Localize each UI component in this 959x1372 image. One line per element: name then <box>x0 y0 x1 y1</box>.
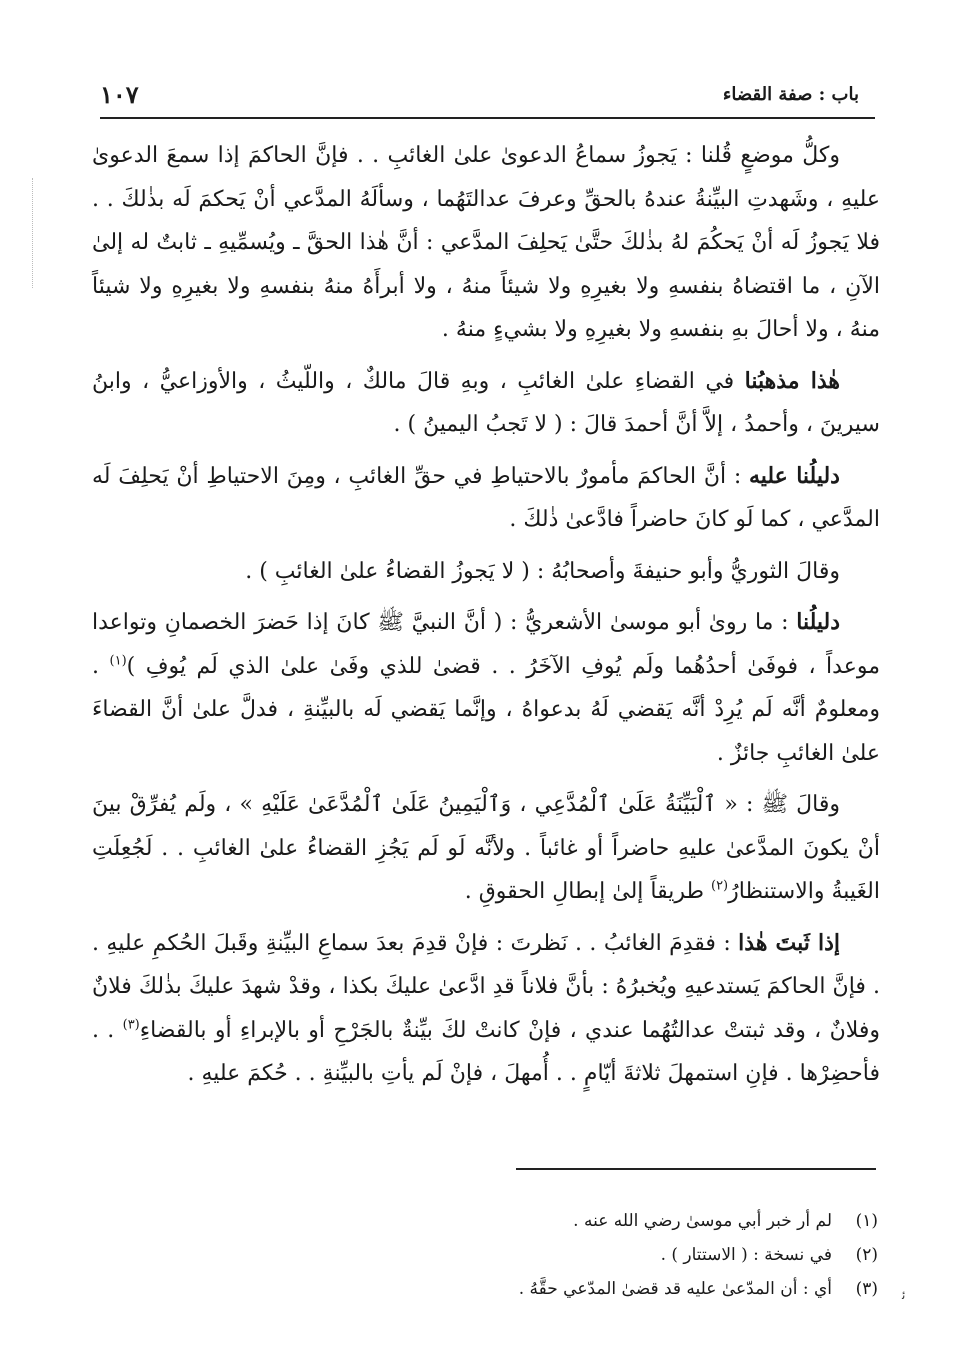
paragraph-lead: هٰذا مذهبُنا <box>744 367 840 394</box>
footnote-ref[interactable]: (٣) <box>122 1017 140 1033</box>
footnote-text: أي : أن المدّعىٰ عليه قد قضىٰ المدّعي حقَّهُ . <box>518 1279 832 1299</box>
paragraph-text: : أنَّ الحاكمَ مأمورٌ بالاحتياطِ في حقِّ الغائبِ ، ومِنَ الاحتياطِ أنْ يَحلِفَ لَه المدَّعي ، كما لَو كانَ حاضراً فادَّعىٰ ذٰلكَ . <box>92 463 880 532</box>
page-header <box>100 80 859 116</box>
paragraph-text: : ما روىٰ أبو موسىٰ الأشعريُّ : ( أنَّ النبيَّ ﷺ كانَ إذا حَضرَ الخصمانِ وتواعدا موعداً ، فوفَىٰ أحدُهُما ولَم يُوفِ الآخَرُ . . قضىٰ للذي وفَىٰ علىٰ الذي لَم يُوفِ ) <box>92 610 880 679</box>
paragraph-text: وقالَ ﷺ : « ٱلْبَيِّنَةُ عَلَىٰ ٱلْمُدَّعِي ، وَٱلْيَمِينُ عَلَىٰ ٱلْمُدَّعَىٰ عَلَيْهِ » ، ولَم يُفرِّقْ بينَ أنْ يكونَ المدَّعىٰ عليهِ حاضراً أو غائباً . ولأنَّه لَو لَم يَجُزِ القضاءُ علىٰ الغائبِ . . لَجُعِلَتِ الغَيبةُ والاستنظارُ <box>92 792 880 904</box>
footnote-separator <box>516 1168 876 1170</box>
corner-mark: ﺋ <box>902 1288 906 1302</box>
page-number: ١٠٧ <box>100 80 139 109</box>
page-body <box>92 134 880 1104</box>
paragraph-lead: دليلُنا <box>796 609 840 635</box>
paragraph <box>92 134 880 352</box>
paragraph <box>92 922 880 1096</box>
footnote-text: في نسخة : ( الاستتار ) . <box>660 1245 832 1265</box>
paragraph-text-after: . . فأحضِرْها . فإنِ استمهلَ ثلاثةَ أيّامٍ . . أُمهلَ ، فإنْ لَم يأتِ بالبيِّنةِ . . حُكمَ عليهِ . <box>92 1017 880 1086</box>
footnote-number: (١) <box>855 1211 878 1231</box>
footnote-number: (٢) <box>855 1245 878 1265</box>
chapter-title: باب : صفة القضاء <box>722 84 859 105</box>
footnote-ref[interactable]: (٢) <box>710 878 729 894</box>
paragraph-text: وكلُّ موضعٍ قُلنا : يَجوزُ سماعُ الدعوىٰ علىٰ الغائبِ . . فإنَّ الحاكمَ إذا سمعَ الدعوىٰ عليهِ ، وشَهدتِ البيِّنةُ عندهُ بالحقِّ وعرفَ عدالتَهُما ، وسألَهُ المدَّعي أنْ يَحكمَ لَه بذٰلكَ . . فلا يَجوزُ لَه أنْ يَحكُمَ لهُ بذٰلكَ حتَّىٰ يَحلِفَ المدَّعي : أنَّ هٰذا الحقَّ ـ ويُسمِّيهِ ـ ثابتٌ له إلىٰ الآنِ ، ما اقتضاهُ بنفسهِ ولا بغيرِهِ ولا شيئاً منهُ ، ولا أبرأَهُ منهُ بنفسهِ ولا بغيرِهِ ولا شيئاً منهُ ، ولا أحالَ بهِ بنفسهِ ولا بغيرِهِ ولا بشيءٍ منهُ . <box>92 143 880 342</box>
footnote-number: (٣) <box>855 1279 878 1299</box>
paragraph-text: وقالَ الثوريُّ وأبو حنيفةَ وأصحابُهُ : ( لا يَجوزُ القضاءُ علىٰ الغائبِ ) . <box>245 558 840 584</box>
margin-dots <box>32 178 35 288</box>
header-rule <box>100 117 875 119</box>
paragraph-text: : فقدِمَ الغائبُ . . نَظرتَ : فإنْ قدِمَ بعدَ سماعِ البيِّنةِ وقَبلَ الحُكمِ عليهِ . . فإنَّ الحاكمَ يَستدعيهِ ويُخبرُهُ : بأنَّ فلاناً قدِ ادَّعىٰ عليكَ بكذا ، وقدْ شهدَ عليكَ بذٰلكَ فلانٌ وفلانٌ ، وقد ثبتتْ عدالتُهُما عندي ، فإنْ كانتْ لكَ بيِّنةٌ بالجَرْحِ أو بالإبراءِ أو بالقضاءِ <box>92 930 880 1043</box>
paragraph <box>92 601 880 775</box>
paragraph-text: في القضاءِ علىٰ الغائبِ ، وبهِ قالَ مالكٌ ، واللّيثُ ، والأوزاعيُّ ، وابنُ سيرينَ ، وأحمدُ ، إلاَّ أنَّ أحمدَ قالَ : ( لا تَجبُ اليمينُ ) . <box>92 368 880 437</box>
paragraph <box>92 360 880 447</box>
paragraph-lead: إذا ثَبتَ هٰذا <box>738 929 840 956</box>
paragraph-text-after: . ومعلومٌ أنَّه لَم يُرِدْ أنَّه يَقضي لَهُ بدعواهُ ، وإنَّما يَقضي لَه بالبيِّنةِ ، فدلَّ علىٰ أنَّ القضاءَ علىٰ الغائبِ جائزٌ . <box>92 653 880 766</box>
footnote <box>300 1238 878 1272</box>
footnote-text: لم أر خبر أبي موسىٰ رضي الله عنه . <box>573 1211 832 1231</box>
footnotes <box>300 1204 878 1306</box>
footnote <box>300 1204 878 1238</box>
paragraph <box>92 455 880 542</box>
paragraph-lead: دليلُنا عليه <box>748 462 840 489</box>
paragraph <box>92 783 880 914</box>
paragraph <box>92 550 880 594</box>
footnote <box>300 1272 878 1306</box>
paragraph-text-after: طريقاً إلىٰ إبطالِ الحقوقِ . <box>464 879 711 904</box>
footnote-ref[interactable]: (١) <box>109 653 127 669</box>
